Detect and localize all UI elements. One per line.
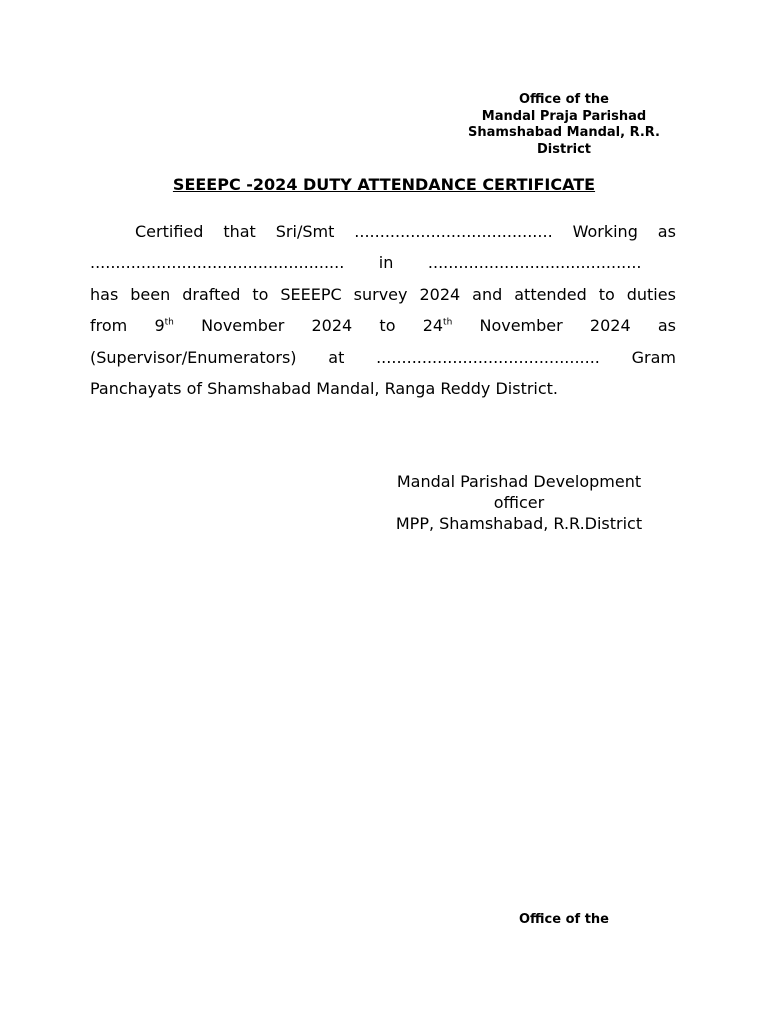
designation-blank: ..................................................	[90, 253, 345, 273]
word: to	[379, 316, 396, 336]
signatory-title-line-1: Mandal Parishad Development	[396, 472, 642, 491]
word: at	[328, 347, 345, 367]
name-blank: .......................................	[354, 222, 553, 241]
word: Certified	[135, 222, 204, 241]
end-day: 24	[422, 316, 444, 336]
office-header-line-1: Office of the	[519, 92, 609, 107]
word: (Supervisor/Enumerators)	[90, 347, 297, 367]
word: drafted	[182, 284, 241, 304]
signature-block	[378, 471, 660, 534]
word: duties	[626, 284, 676, 304]
word: 2024	[311, 316, 353, 336]
office-footer: Office of the	[519, 912, 609, 927]
word: as	[657, 316, 676, 336]
ordinal-suffix: th	[443, 317, 453, 328]
start-day: 9	[154, 316, 165, 336]
office-blank: ..........................................	[427, 253, 642, 273]
word: to	[598, 284, 615, 304]
word: as	[657, 222, 676, 241]
word: and	[472, 284, 503, 304]
body-line-2	[90, 247, 676, 278]
office-header-line-2: Mandal Praja Parishad	[481, 108, 647, 124]
word: Gram	[631, 347, 676, 367]
location-blank: ............................................	[376, 347, 600, 367]
certificate-title: SEEEPC -2024 DUTY ATTENDANCE CERTIFICATE	[172, 175, 596, 194]
word: 2024	[419, 284, 461, 304]
signatory-title-line-2: officer	[493, 493, 545, 512]
office-header-line-4: District	[537, 142, 591, 158]
word: Working	[572, 222, 638, 241]
office-header	[450, 92, 678, 159]
word: survey	[353, 284, 408, 304]
word: that	[223, 222, 256, 241]
word: November	[201, 316, 285, 336]
word: has	[90, 284, 119, 304]
word: from	[90, 316, 128, 336]
word: SEEEPC	[280, 284, 342, 304]
end-date	[423, 310, 453, 341]
body-line-5	[90, 342, 676, 373]
word: Sri/Smt	[275, 222, 335, 241]
body-line-6	[90, 373, 676, 404]
word: November	[479, 316, 563, 336]
word: 2024	[589, 316, 631, 336]
body-line-4	[90, 310, 676, 341]
body-line-6-text: Panchayats of Shamshabad Mandal, Ranga Reddy District.	[90, 378, 559, 398]
office-header-line-3: Shamshabad Mandal, R.R.	[468, 125, 660, 141]
certificate-body	[90, 216, 676, 404]
word: to	[252, 284, 269, 304]
signatory-office: MPP, Shamshabad, R.R.District	[395, 514, 643, 533]
word: attended	[514, 284, 587, 304]
body-line-3	[90, 279, 676, 310]
word: been	[130, 284, 171, 304]
start-date	[154, 310, 173, 341]
word: in	[378, 253, 394, 273]
body-line-1	[90, 216, 676, 247]
ordinal-suffix: th	[164, 317, 174, 328]
